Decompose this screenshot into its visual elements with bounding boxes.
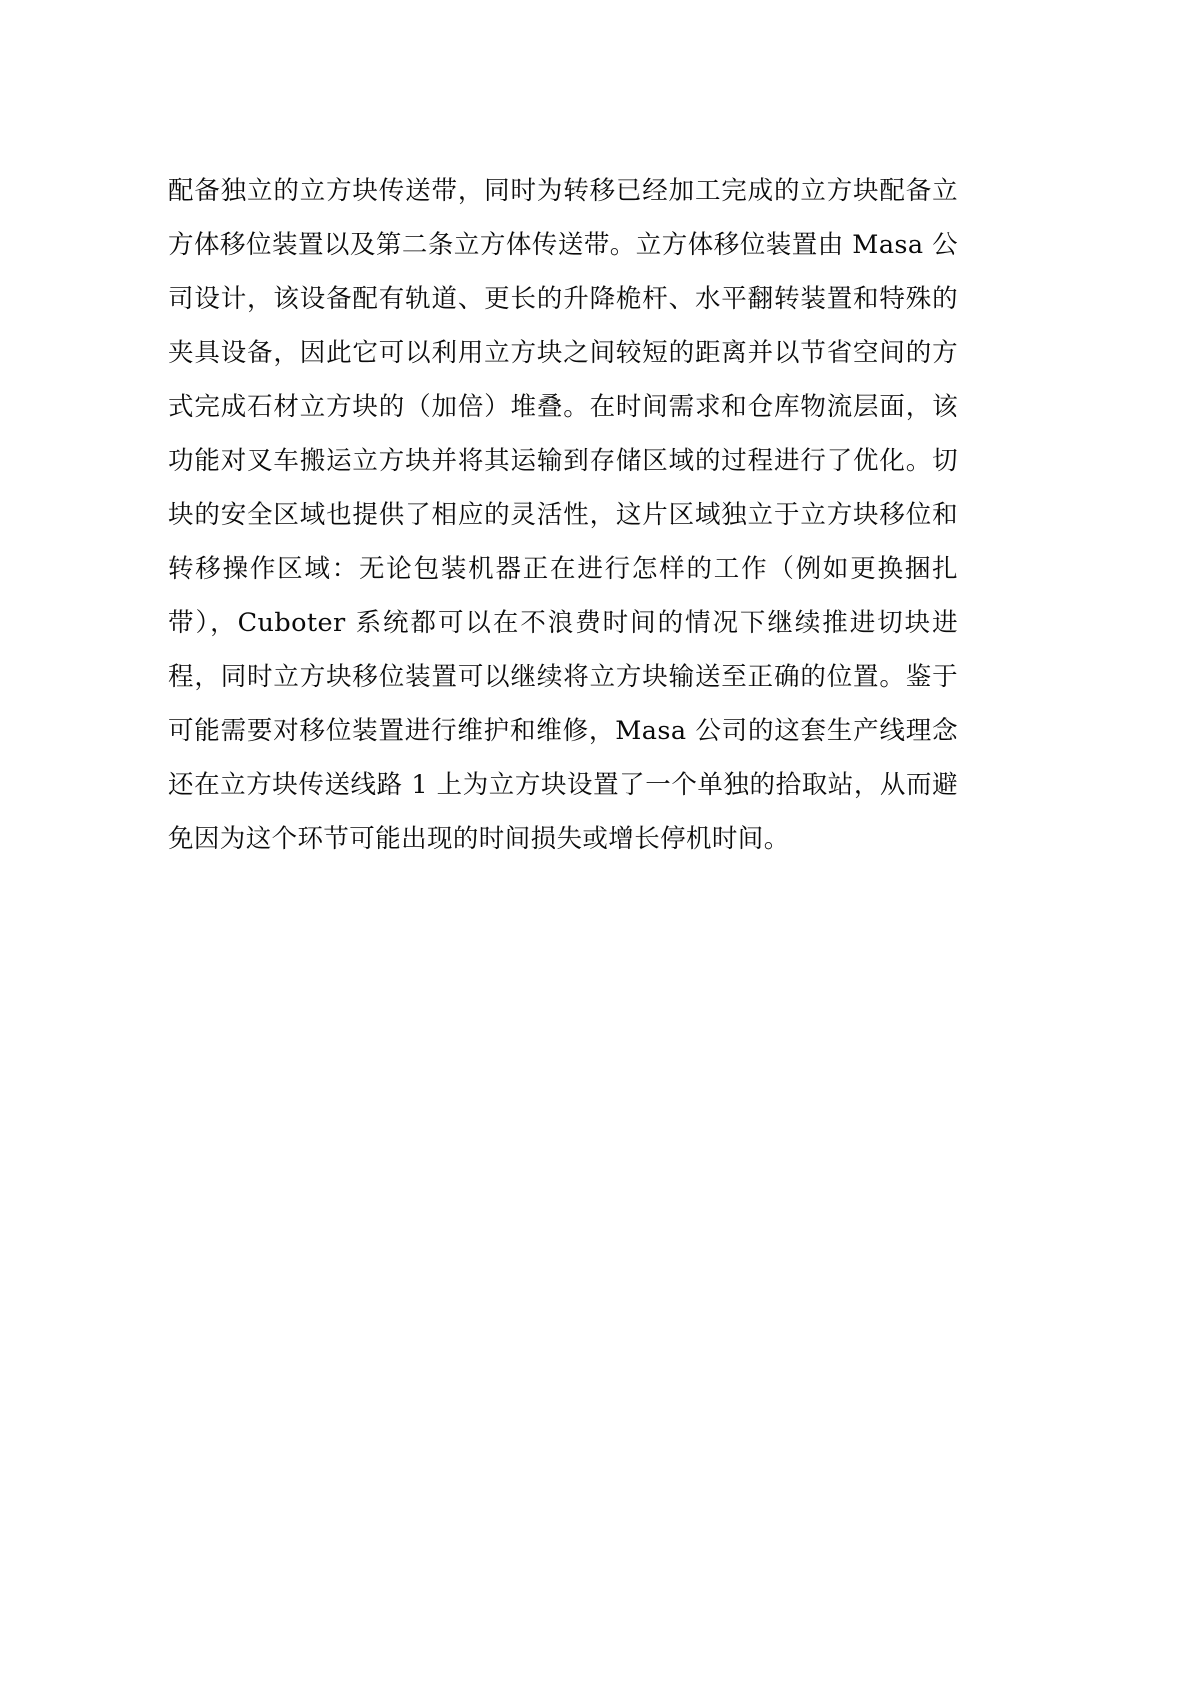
paragraph-1: 配备独立的立方块传送带，同时为转移已经加工完成的立方块配备立方体移位装置以及第二条立方体传送带。立方体移位装置由 Masa 公司设计，该设备配有轨道、更长的升降桅杆、水平翻转装置和特殊的夹具设备，因此它可以利用立方块之间较短的距离并以节省空间的方式完成石材立方块的（加倍）堆叠。在时间需求和仓库物流层面，该功能对叉车搬运立方块并将其运输到存储区域的过程进行了优化。切块的安全区域也提供了相应的灵活性，这片区域独立于立方块移位和转移操作区域：无论包装机器正在进行怎样的工作（例如更换捆扎带），Cuboter 系统都可以在不浪费时间的情况下继续推进切块进程，同时立方块移位装置可以继续将立方块输送至正确的位置。鉴于可能需要对移位装置进行维护和维修，Masa 公司的这套生产线理念还在立方块传送线路 1 上为立方块设置了一个单独的拾取站，从而避免因为这个环节可能出现的时间损失或增长停机时间。 — [168, 175, 958, 854]
page-content — [168, 138, 958, 891]
